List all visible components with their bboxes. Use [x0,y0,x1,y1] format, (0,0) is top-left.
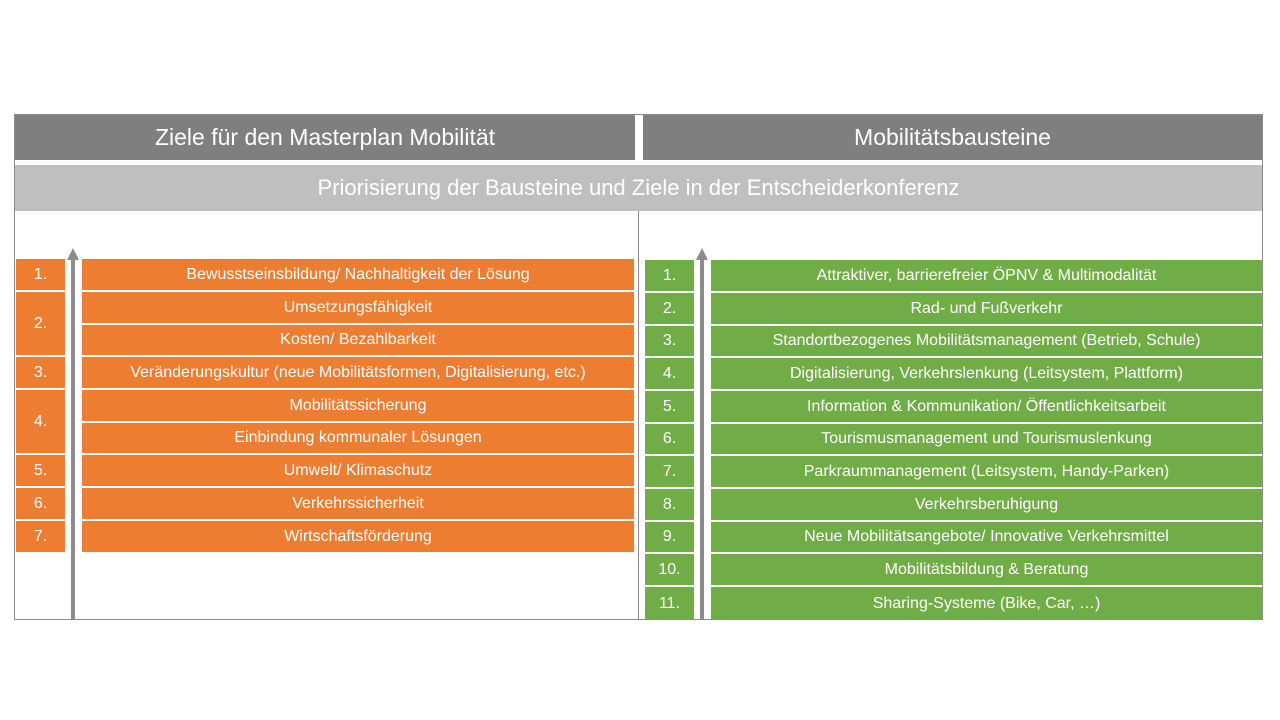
baustein-item: Tourismusmanagement und Tourismuslenkung [711,424,1262,456]
ziel-item: Umsetzungsfähigkeit [82,292,634,325]
header-bausteine: Mobilitätsbausteine [643,115,1262,160]
ziel-item: Verkehrssicherheit [82,488,634,521]
ziel-item: Wirtschaftsförderung [82,521,634,554]
baustein-item: Mobilitätsbildung & Beratung [711,554,1262,587]
baustein-rank: 4. [645,358,694,391]
ziel-rank: 7. [16,521,65,554]
priority-arrow-up-icon [67,248,79,260]
ziel-item: Mobilitätssicherung [82,390,634,423]
ziel-item: Umwelt/ Klimaschutz [82,455,634,488]
baustein-item: Parkraummanagement (Leitsystem, Handy-Parken) [711,456,1262,489]
baustein-rank: 2. [645,293,694,326]
baustein-rank: 6. [645,424,694,456]
baustein-item: Digitalisierung, Verkehrslenkung (Leitsystem, Plattform) [711,358,1262,391]
baustein-rank: 1. [645,260,694,293]
ziel-item: Veränderungskultur (neue Mobilitätsformen, Digitalisierung, etc.) [82,357,634,390]
baustein-rank: 7. [645,456,694,489]
ziel-rank: 2. [16,292,65,357]
baustein-item: Standortbezogenes Mobilitätsmanagement (Betrieb, Schule) [711,326,1262,358]
baustein-rank: 8. [645,489,694,522]
ziel-rank: 4. [16,390,65,455]
baustein-item: Verkehrsberuhigung [711,489,1262,522]
baustein-rank: 9. [645,522,694,554]
ziel-rank: 6. [16,488,65,521]
column-divider [638,211,639,620]
baustein-rank: 10. [645,554,694,587]
baustein-item: Rad- und Fußverkehr [711,293,1262,326]
priority-arrow-left-line [71,258,75,620]
baustein-item: Information & Kommunikation/ Öffentlichkeitsarbeit [711,391,1262,424]
ziel-rank: 3. [16,357,65,390]
baustein-item: Neue Mobilitätsangebote/ Innovative Verkehrsmittel [711,522,1262,554]
ziel-rank: 5. [16,455,65,488]
ziel-rank: 1. [16,259,65,292]
ziel-item: Bewusstseinsbildung/ Nachhaltigkeit der Lösung [82,259,634,292]
header-ziele: Ziele für den Masterplan Mobilität [15,115,635,160]
baustein-rank: 11. [645,587,694,620]
priorization-banner: Priorisierung der Bausteine und Ziele in der Entscheiderkonferenz [15,165,1262,211]
baustein-item: Attraktiver, barrierefreier ÖPNV & Multimodalität [711,260,1262,293]
baustein-rank: 3. [645,326,694,358]
baustein-rank: 5. [645,391,694,424]
ziel-item: Einbindung kommunaler Lösungen [82,423,634,455]
baustein-item: Sharing-Systeme (Bike, Car, …) [711,587,1262,620]
priority-arrow-up-icon [696,248,708,260]
priority-arrow-right-line [700,258,704,620]
header-gap [635,115,643,160]
ziel-item: Kosten/ Bezahlbarkeit [82,325,634,357]
